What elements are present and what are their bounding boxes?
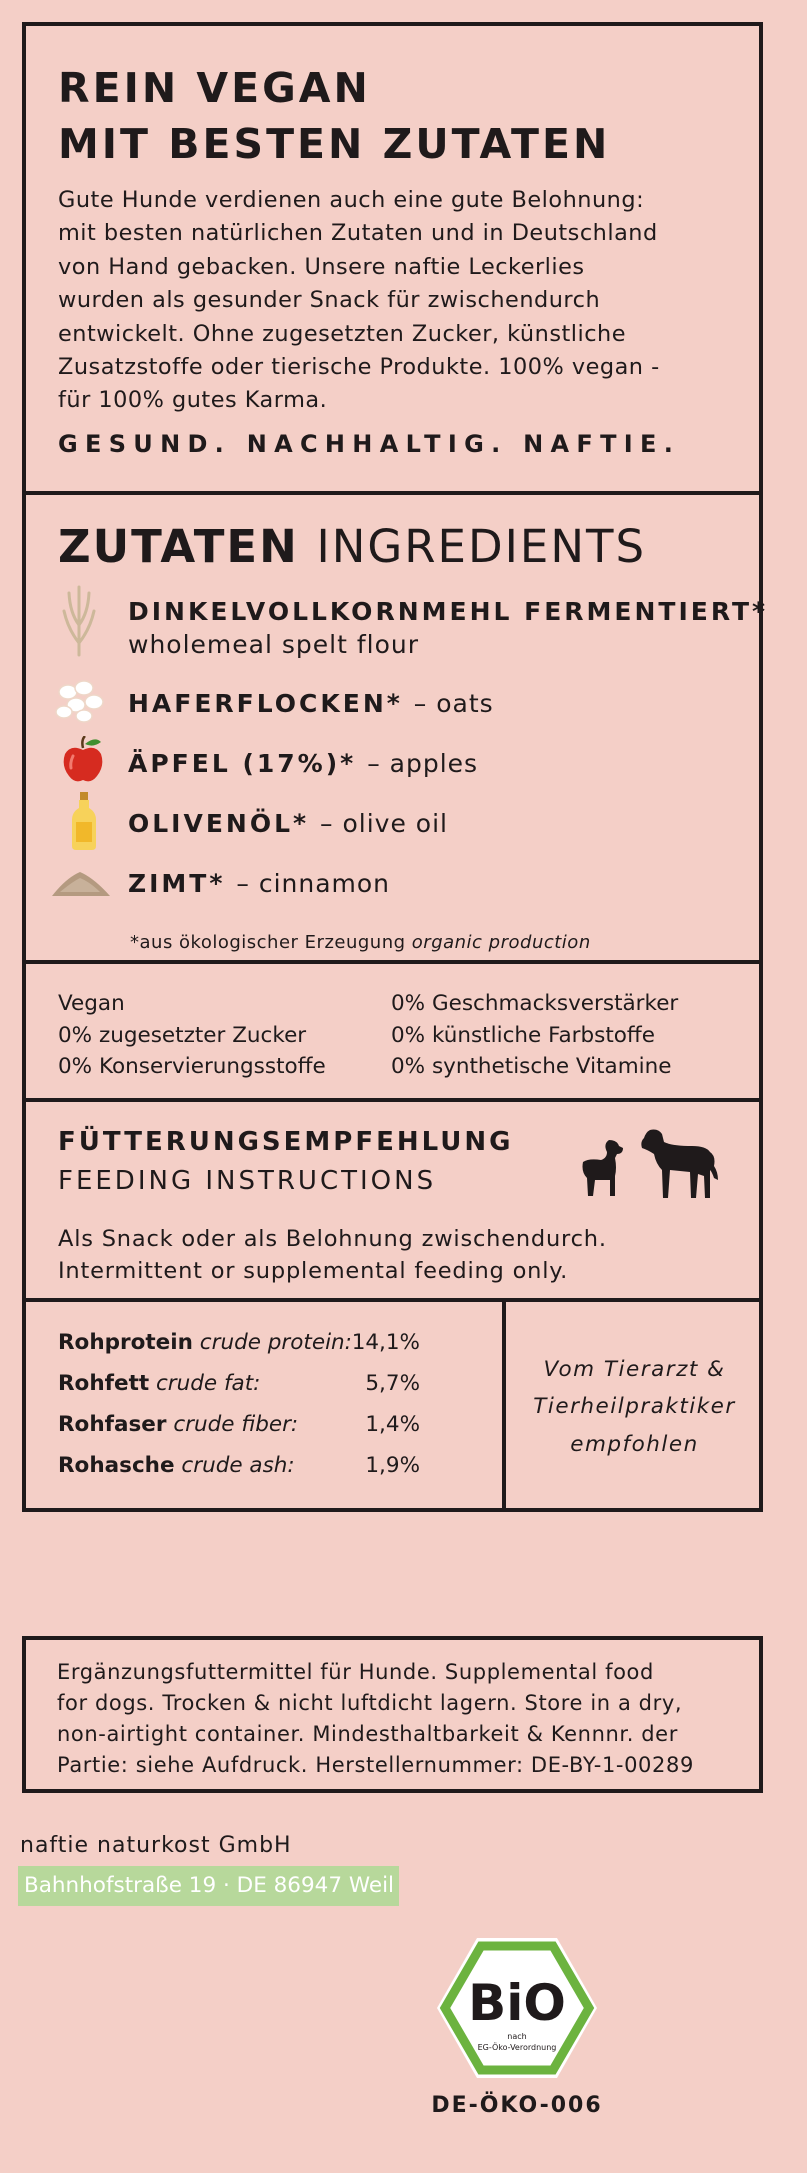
- feeding-title-de: FÜTTERUNGSEMPFEHLUNG: [58, 1127, 514, 1157]
- claim-item: 0% künstliche Farbstoffe: [391, 1022, 655, 1048]
- nutrient-name-de: Rohasche: [58, 1453, 175, 1478]
- ingredient-row: [128, 689, 494, 718]
- intro-line: entwickelt. Ohne zugesetzten Zucker, künstliche: [58, 320, 626, 347]
- ingredient-name-en: wholemeal spelt flour: [128, 630, 419, 659]
- nutrient-value: 14,1%: [351, 1330, 420, 1355]
- ingredient-name-de: ZIMT*: [128, 869, 226, 898]
- nutrient-name-en: crude ash:: [181, 1453, 295, 1478]
- intro-title: [58, 60, 610, 172]
- ingredient-row: [128, 809, 448, 838]
- ingredient-name-en: – olive oil: [320, 809, 448, 838]
- company-name: naftie naturkost GmbH: [20, 1833, 292, 1858]
- tagline: GESUND. NACHHALTIG. NAFTIE.: [58, 430, 681, 458]
- ingredient-name-de: OLIVENÖL*: [128, 809, 310, 838]
- bio-seal-icon: [435, 1936, 599, 2080]
- intro-line: wurden als gesunder Snack für zwischendurch: [58, 287, 601, 314]
- ingredient-name-de: ÄPFEL (17%)*: [128, 749, 357, 778]
- intro-line: mit besten natürlichen Zutaten und in Deutschland: [58, 220, 658, 247]
- oat-flakes-icon: [54, 678, 106, 724]
- nutrient-name-de: Rohfett: [58, 1371, 150, 1396]
- recommendation-line: Tierheilpraktiker: [533, 1394, 736, 1420]
- nutrition-row: [58, 1453, 458, 1478]
- feeding-title-en: FEEDING INSTRUCTIONS: [58, 1166, 437, 1196]
- ingredient-row: [128, 749, 478, 778]
- intro-title-line: MIT BESTEN ZUTATEN: [58, 120, 611, 168]
- nutrient-value: 5,7%: [365, 1371, 420, 1396]
- legal-line: non-airtight container. Mindesthaltbarkeit & Kennnr. der: [57, 1722, 678, 1746]
- legal-box: [22, 1636, 763, 1793]
- claim-item: 0% Geschmacksverstärker: [391, 991, 679, 1016]
- nutrient-value: 1,4%: [365, 1412, 420, 1437]
- bio-seal-text: BiO: [468, 1974, 566, 2032]
- wheat-icon: [56, 581, 102, 657]
- legal-text: [57, 1657, 694, 1781]
- nutrient-name-en: crude fat:: [155, 1371, 261, 1396]
- legal-line: Ergänzungsfuttermittel für Hunde. Supplemental food: [57, 1660, 654, 1684]
- claim-item: Vegan: [58, 991, 125, 1016]
- intro-line: von Hand gebacken. Unsere naftie Leckerlies: [58, 253, 585, 280]
- ingredient-name-de: HAFERFLOCKEN*: [128, 689, 403, 718]
- feeding-line: Als Snack oder als Belohnung zwischendurch.: [58, 1226, 607, 1252]
- cinnamon-pile-icon: [50, 868, 112, 898]
- ingredient-name-en: – oats: [413, 689, 494, 718]
- ingredient-row: [128, 869, 390, 898]
- oil-bottle-icon: [70, 792, 98, 850]
- claims-right: [391, 988, 678, 1083]
- recommendation-line: Vom Tierarzt &: [543, 1356, 726, 1382]
- ingredients-heading: [58, 520, 646, 573]
- ingredient-row-sub: [128, 630, 419, 659]
- legal-line: for dogs. Trocken & nicht luftdicht lagern. Store in a dry,: [57, 1691, 683, 1715]
- claim-item: 0% zugesetzter Zucker: [58, 1022, 307, 1048]
- intro-line: Gute Hunde verdienen auch eine gute Belohnung:: [58, 187, 645, 213]
- nutrient-name-de: Rohprotein: [58, 1330, 193, 1355]
- nutrient-name-de: Rohfaser: [58, 1412, 167, 1437]
- ingredient-name-en: – apples: [367, 749, 479, 778]
- bio-seal-subtext: nach: [507, 2032, 527, 2041]
- nutrition-row: [58, 1371, 458, 1396]
- ingredient-name-en: – cinnamon: [236, 869, 391, 898]
- feeding-text: [58, 1224, 607, 1287]
- nutrient-name-en: crude fiber:: [173, 1412, 299, 1437]
- claim-item: 0% synthetische Vitamine: [391, 1054, 672, 1079]
- ingredients-heading-en: INGREDIENTS: [316, 520, 647, 573]
- intro-line: Zusatzstoffe oder tierische Produkte. 100% vegan -: [58, 354, 660, 381]
- footnote-de: *aus ökologischer Erzeugung: [130, 932, 406, 953]
- recommendation-line: empfohlen: [570, 1431, 699, 1457]
- divider: [26, 1098, 759, 1102]
- ingredient-name-de: DINKELVOLLKORNMEHL FERMENTIERT*: [128, 597, 769, 626]
- nutrient-value: 1,9%: [365, 1453, 420, 1478]
- small-dog-icon: [579, 1138, 625, 1198]
- nutrition-row: [58, 1412, 458, 1437]
- intro-paragraph: [58, 184, 738, 418]
- apple-icon: [61, 736, 107, 784]
- footnote-en: organic production: [411, 932, 591, 953]
- ingredient-row: [128, 597, 768, 626]
- divider: [26, 960, 759, 964]
- nutrition-row: [58, 1330, 458, 1355]
- organic-control-code: DE-ÖKO-006: [431, 2093, 603, 2118]
- vet-recommendation: [506, 1302, 763, 1512]
- legal-line: Partie: siehe Aufdruck. Herstellernummer: DE-BY-1-00289: [57, 1753, 694, 1777]
- claims-left: [58, 988, 326, 1083]
- bio-seal-subtext: EG-Öko-Verordnung: [477, 2043, 557, 2052]
- claim-item: 0% Konservierungsstoffe: [58, 1054, 326, 1079]
- divider: [26, 491, 759, 495]
- company-address: Bahnhofstraße 19 · DE 86947 Weil: [18, 1866, 399, 1906]
- intro-line: für 100% gutes Karma.: [58, 387, 328, 414]
- large-dog-icon: [640, 1128, 720, 1200]
- nutrient-name-en: crude protein:: [199, 1330, 352, 1355]
- intro-title-line: REIN VEGAN: [58, 64, 371, 112]
- organic-footnote: [130, 932, 591, 953]
- feeding-line: Intermittent or supplemental feeding only.: [58, 1257, 569, 1284]
- product-info-panel: [22, 22, 769, 1512]
- ingredients-heading-de: ZUTATEN: [58, 520, 299, 573]
